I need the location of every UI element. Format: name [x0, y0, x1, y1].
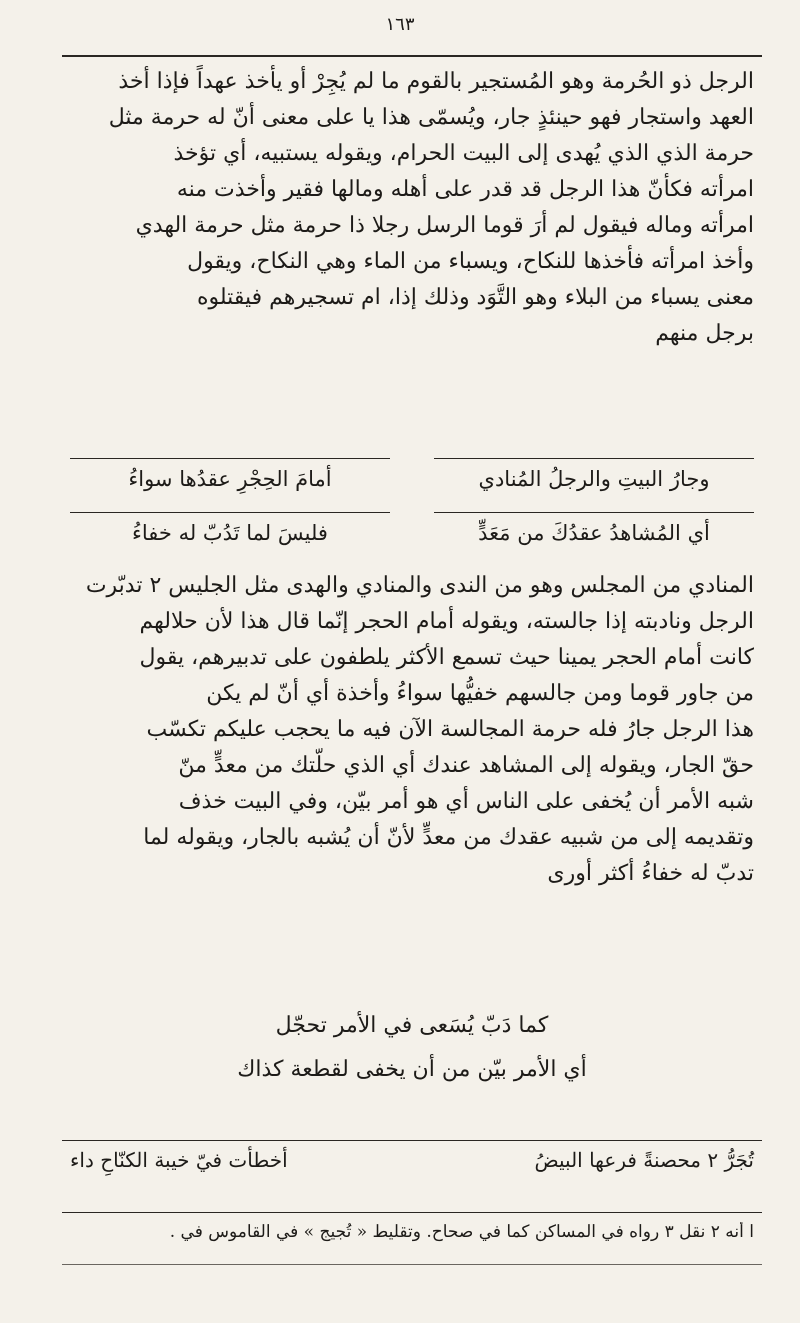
text-line: تدبّ له خفاءُ أكثر أورى [547, 861, 754, 886]
commentary-paragraph-2 [70, 568, 754, 892]
page-number: ١٦٣ [385, 14, 415, 35]
bottom-rule [62, 1264, 762, 1265]
text-line: كانت أمام الحجر يمينا حيث تسمع الأكثر يلطفون على تدبيرهم، يقول [139, 645, 754, 670]
commentary-paragraph-1 [70, 64, 754, 352]
top-rule [62, 55, 762, 57]
text-line: العهد واستجار فهو حينئذٍ جار، ويُسمّى هذا يا على معنى أنّ له حرمة مثل [108, 105, 754, 130]
verse-hemistich-left: أمامَ الحِجْرِ عقدُها سواءُ [70, 458, 390, 507]
text-line: شبه الأمر أن يُخفى على الناس أي هو أمر بيّن، وفي البيت خذف [178, 789, 754, 814]
verse-hemistich-right: أي المُشاهدُ عقدُكَ من مَعَدٍّ [434, 512, 754, 561]
footnote-verse-right: تُجَرُّ ٢ محصنةً فرعها البيضُ [534, 1148, 754, 1172]
footnote-rule [62, 1140, 762, 1141]
quoted-verse-line: أي الأمر بيّن من أن يخفى لقطعة كذاك [237, 1057, 587, 1082]
verse-hemistich-right: وجارُ البيتِ والرجلُ المُنادي [434, 458, 754, 507]
text-line: برجل منهم [655, 321, 754, 346]
text-line: حرمة الذي الذي يُهدى إلى البيت الحرام، ويقوله يستبيه، أي تؤخذ [173, 141, 754, 166]
text-line: وتقديمه إلى من شبيه عقدك من معدٍّ لأنّ أن يُشبه بالجار، ويقوله لما [143, 825, 754, 850]
text-line: امرأته فكأنّ هذا الرجل قد قدر على أهله ومالها فقير وأخذت منه [176, 177, 754, 202]
text-line: امرأته وماله فيقول لم أرَ قوما الرسل رجلا ذا حرمة مثل حرمة الهدي [135, 213, 754, 238]
text-line: الرجل ذو الحُرمة وهو المُستجير بالقوم ما لم يُجِرْ أو يأخذ عهداً فإذا أخذ [118, 69, 754, 94]
footnote-text: ا أنه ٢ نقل ٣ رواه في المساكن كما في صحاح. وتقليط « تُجيج » في القاموس في . [169, 1222, 754, 1242]
quoted-verses [70, 1004, 754, 1092]
verse-hemistich-left: فليسَ لما تَدُبّ له خفاءُ [70, 512, 390, 561]
footnote-verse [70, 1148, 754, 1172]
footnote-verse-left: أخطأت فيّ خيبة الكنّاحِ داء [70, 1148, 288, 1172]
verse-couplet [70, 512, 754, 561]
text-line: حقّ الجار، ويقوله إلى المشاهد عندك أي الذي حلّتك من معدٍّ منّ [178, 753, 754, 778]
text-line: الرجل ونادبته إذا جالسته، ويقوله أمام الحجر إنّما قال هذا لأن حلالهم [139, 609, 754, 634]
footnote-divider [62, 1212, 762, 1213]
text-line: المنادي من المجلس وهو من الندى والمنادي والهدى مثل الجليس ٢ تدبّرت [85, 573, 754, 598]
text-line: وأخذ امرأته فأخذها للنكاح، ويسباء من الماء وهي النكاح، ويقول [187, 249, 754, 274]
verse-couplet [70, 458, 754, 507]
text-line: هذا الرجل جارُ فله حرمة المجالسة الآن فيه ما يحجب عليكم تكسّب [146, 717, 754, 742]
text-line: معنى يسباء من البلاء وهو التَّوَد وذلك إذا، ام تسجيرهم فيقتلوه [197, 285, 754, 310]
quoted-verse-line: كما دَبّ يُسَعى في الأمر تحجّل [275, 1013, 549, 1038]
text-line: من جاور قوما ومن جالسهم خفيُّها سواءُ وأخذة أي أنّ لم يكن [206, 681, 754, 706]
